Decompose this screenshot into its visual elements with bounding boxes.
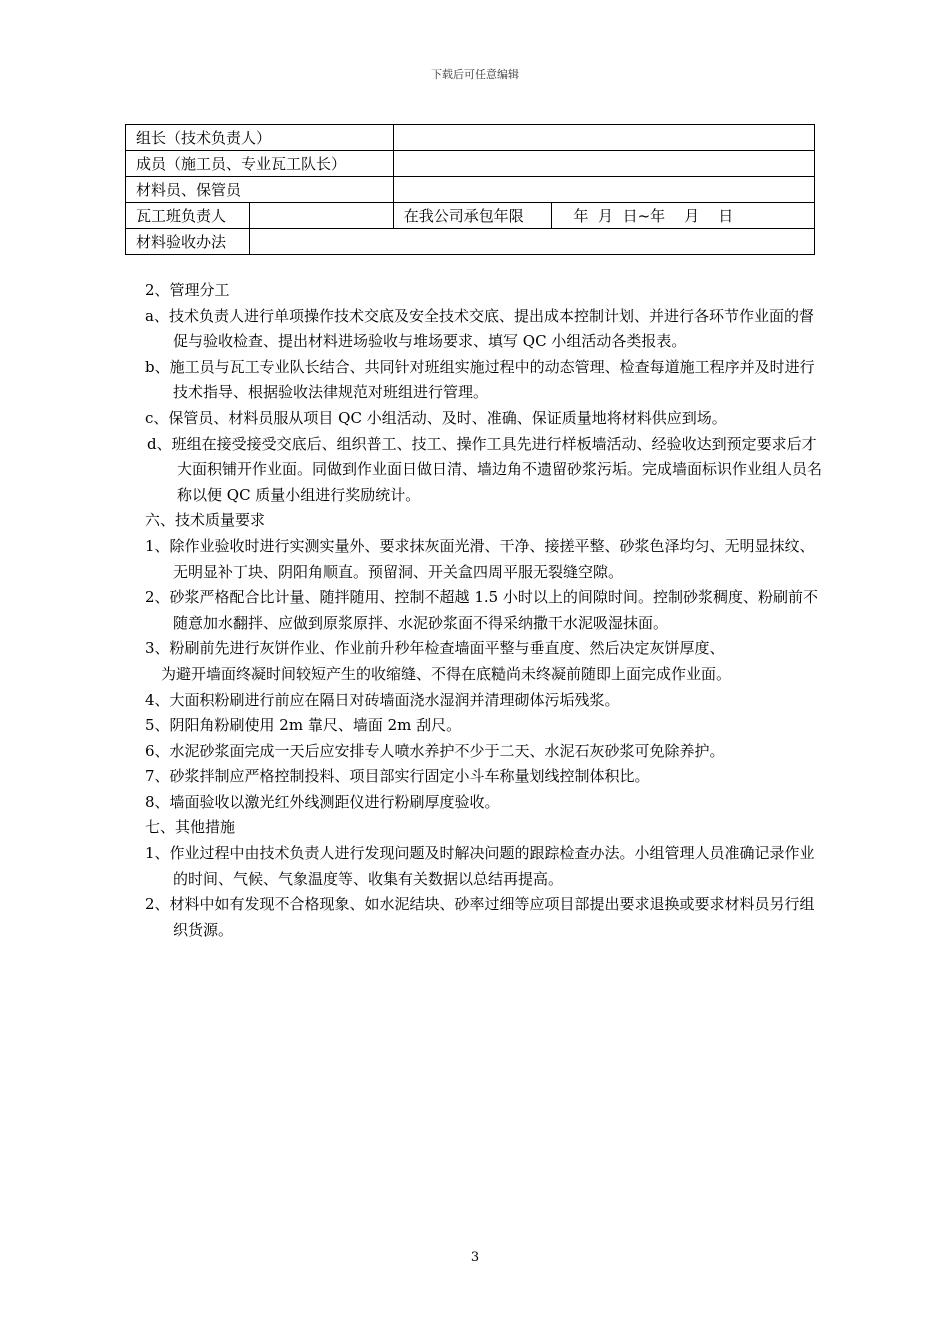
- management-item-c: c、保管员、材料员服从项目 QC 小组活动、及时、准确、保证质量地将材料供应到场。: [145, 408, 727, 427]
- table-row: [126, 177, 815, 203]
- contract-term-value-text: 年 月 日~年 月 日: [573, 207, 734, 225]
- quality-item-2: 2、砂浆严格配合比计量、随拌随用、控制不超越 1.5 小时以上的间隙时间。控制砂浆稠度、粉刷前不随意加水翻拌、应做到原浆原拌、水泥砂浆面不得采纳撒干水泥吸湿抹面。: [145, 588, 818, 632]
- material-staff-label: 材料员、保管员: [126, 177, 394, 203]
- section-heading-quality: 六、技术质量要求: [145, 511, 266, 530]
- quality-item-8: 8、墙面验收以激光红外线测距仪进行粉刷厚度验收。: [145, 792, 500, 811]
- quality-item-4: 4、大面积粉刷进行前应在隔日对砖墙面浇水湿润并清理砌体污垢残浆。: [145, 690, 620, 709]
- other-item-1: 1、作业过程中由技术负责人进行发现问题及时解决问题的跟踪检查办法。小组管理人员准确记录作业的时间、气候、气象温度等、收集有关数据以总结再提高。: [145, 844, 815, 888]
- other-item-2: 2、材料中如有发现不合格现象、如水泥结块、砂率过细等应项目部提出要求退换或要求材料员另行组织货源。: [145, 895, 815, 939]
- management-item-d: d、班组在接受接受交底后、组织普工、技工、操作工具先进行样板墙活动、经验收达到预定要求后才大面积铺开作业面。同做到作业面日做日清、墙边角不遗留砂浆污垢。完成墙面标识作业组人员名称以便 QC 质量小组进行奖励统计。: [147, 434, 823, 504]
- acceptance-method-value: [249, 229, 814, 255]
- team-info-table: [125, 124, 815, 255]
- quality-item-6: 6、水泥砂浆面完成一天后应安排专人喷水养护不少于二天、水泥石灰砂浆可免除养护。: [145, 741, 725, 760]
- contract-term-label: 在我公司承包年限: [393, 203, 551, 229]
- team-leader-value: [393, 125, 814, 151]
- mason-lead-label: 瓦工班负责人: [126, 203, 250, 229]
- quality-item-3-continued: 为避开墙面终凝时间较短产生的收缩缝、不得在底糙尚未终凝前随即上面完成作业面。: [161, 664, 732, 683]
- material-staff-value: [393, 177, 814, 203]
- section-heading-management: 2、管理分工: [145, 281, 230, 299]
- page-header-note: 下载后可任意编辑: [431, 68, 519, 81]
- team-leader-label: 组长（技术负责人）: [126, 125, 394, 151]
- page-number: 3: [470, 1250, 480, 1265]
- quality-item-3: 3、粉刷前先进行灰饼作业、作业前升秒年检查墙面平整与垂直度、然后决定灰饼厚度、: [145, 639, 725, 658]
- management-item-b: b、施工员与瓦工专业队长结合、共同针对班组实施过程中的动态管理、检查每道施工程序并及时进行技术指导、根据验收法律规范对班组进行管理。: [145, 357, 815, 402]
- section-heading-other: 七、其他措施: [145, 818, 236, 837]
- members-label: 成员（施工员、专业瓦工队长）: [126, 151, 394, 177]
- members-value: [393, 151, 814, 177]
- table-row: [126, 229, 815, 255]
- contract-term-value: [551, 203, 815, 229]
- management-item-a: a、技术负责人进行单项操作技术交底及安全技术交底、提出成本控制计划、并进行各环节作业面的督促与验收检查、提出材料进场验收与堆场要求、填写 QC 小组活动各类报表。: [145, 306, 814, 351]
- table-row: [126, 151, 815, 177]
- table-row: [126, 125, 815, 151]
- quality-item-7: 7、砂浆拌制应严格控制投料、项目部实行固定小斗车称量划线控制体积比。: [145, 767, 650, 786]
- table-row: [126, 203, 815, 229]
- document-body: [125, 278, 825, 943]
- quality-item-5: 5、阴阳角粉刷使用 2m 靠尺、墙面 2m 刮尺。: [145, 716, 462, 735]
- acceptance-method-label: 材料验收办法: [126, 229, 250, 255]
- mason-lead-value: [249, 203, 393, 229]
- quality-item-1: 1、除作业验收时进行实测实量外、要求抹灰面光滑、干净、接搓平整、砂浆色泽均匀、无明显抹纹、无明显补丁块、阴阳角顺直。预留洞、开关盒四周平服无裂缝空隙。: [145, 536, 815, 581]
